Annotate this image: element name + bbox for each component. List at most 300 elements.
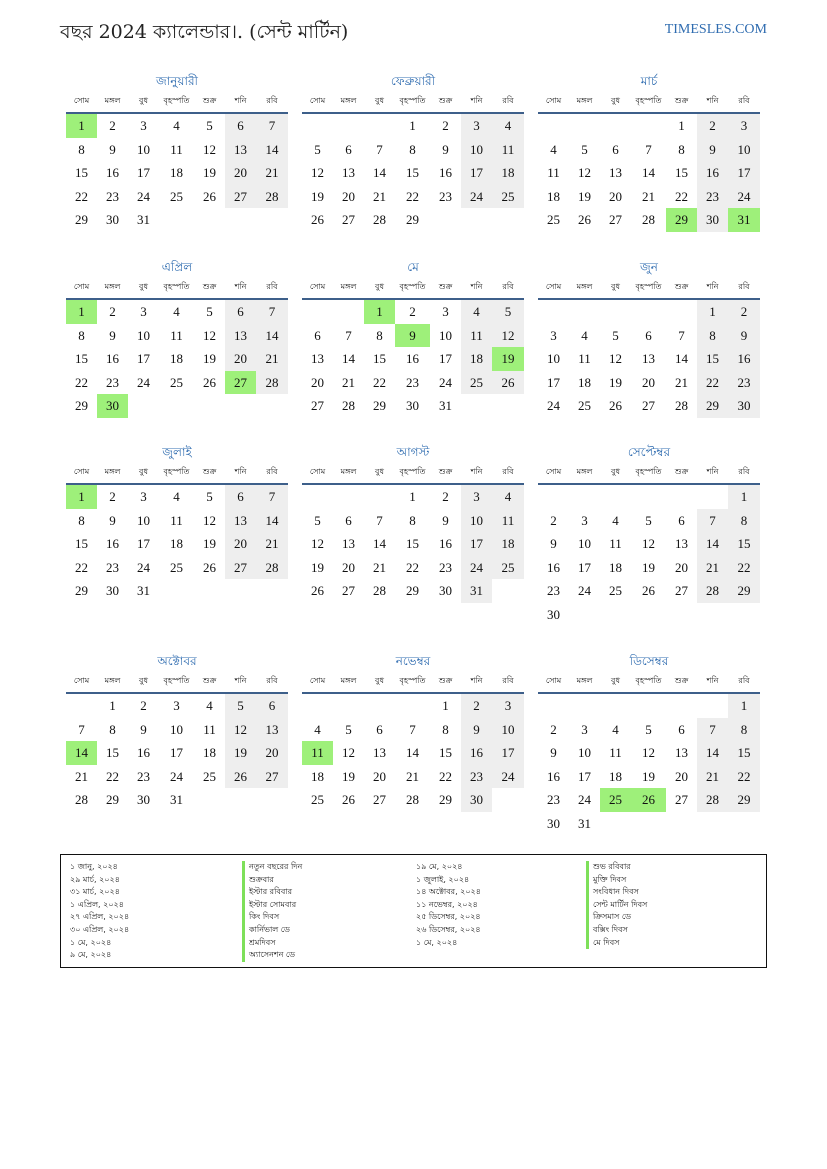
day-cell[interactable]: 8 (409, 141, 416, 157)
day-cell[interactable]: 29 (106, 792, 119, 807)
day-cell[interactable]: 21 (697, 765, 728, 789)
day-cell[interactable]: 29 (75, 583, 88, 598)
day-cell[interactable]: 29 (373, 398, 386, 413)
day-cell[interactable]: 24 (728, 185, 760, 209)
day-cell[interactable]: 10 (137, 327, 150, 343)
day-cell[interactable]: 22 (75, 374, 88, 390)
day-cell[interactable]: 4 (492, 485, 524, 509)
day-cell[interactable]: 17 (439, 351, 452, 366)
day-cell[interactable]: 5 (206, 489, 213, 504)
day-cell[interactable]: 1 (697, 300, 728, 324)
day-cell[interactable]: 30 (439, 583, 452, 598)
day-cell[interactable]: 6 (225, 300, 256, 324)
day-cell[interactable]: 2 (697, 114, 728, 138)
day-cell[interactable]: 24 (492, 765, 524, 789)
day-cell[interactable]: 29 (406, 212, 419, 227)
day-cell[interactable]: 23 (106, 374, 119, 390)
day-cell[interactable]: 12 (225, 718, 256, 742)
day-cell[interactable]: 18 (203, 745, 216, 760)
day-cell[interactable]: 7 (345, 327, 352, 343)
day-cell[interactable]: 15 (75, 351, 88, 366)
day-cell[interactable]: 12 (642, 536, 655, 551)
day-cell[interactable]: 16 (697, 161, 728, 185)
day-cell[interactable]: 28 (75, 792, 88, 807)
day-cell[interactable]: 26 (642, 583, 655, 598)
day-cell[interactable]: 30 (547, 815, 560, 831)
day-cell[interactable]: 15 (728, 741, 760, 765)
day-cell[interactable]: 13 (225, 324, 256, 348)
day-cell[interactable]: 15 (697, 347, 728, 371)
day-cell[interactable]: 12 (342, 745, 355, 760)
day-cell[interactable]: 15 (406, 165, 419, 180)
day-cell[interactable]: 4 (492, 114, 524, 138)
day-cell[interactable]: 26 (342, 792, 355, 807)
day-cell[interactable]: 4 (314, 721, 321, 737)
day-cell[interactable]: 26 (311, 583, 324, 598)
day-cell[interactable]: 29 (728, 579, 760, 603)
day-cell[interactable]: 10 (547, 351, 560, 366)
day-cell[interactable]: 27 (342, 583, 355, 598)
day-cell[interactable]: 10 (137, 512, 150, 528)
day-cell[interactable]: 22 (106, 768, 119, 784)
day-cell[interactable]: 22 (75, 188, 88, 204)
day-cell[interactable]: 27 (225, 371, 256, 395)
day-cell[interactable]: 13 (225, 138, 256, 162)
day-cell[interactable]: 23 (106, 188, 119, 204)
day-cell[interactable]: 5 (206, 118, 213, 133)
day-cell[interactable]: 9 (461, 718, 492, 742)
day-cell[interactable]: 20 (342, 188, 355, 204)
day-cell[interactable]: 8 (678, 141, 685, 157)
day-cell[interactable]: 26 (492, 371, 524, 395)
day-cell[interactable]: 11 (203, 721, 216, 737)
day-cell[interactable]: 17 (170, 745, 183, 760)
day-cell[interactable]: 9 (109, 327, 116, 343)
day-cell[interactable]: 24 (461, 185, 492, 209)
day-cell[interactable]: 8 (78, 512, 85, 528)
day-cell[interactable]: 1 (109, 698, 116, 713)
day-cell[interactable]: 14 (642, 165, 655, 180)
day-cell[interactable]: 5 (206, 304, 213, 319)
day-cell[interactable]: 20 (225, 161, 256, 185)
day-cell[interactable]: 7 (256, 114, 288, 138)
day-cell[interactable]: 28 (373, 583, 386, 598)
day-cell[interactable]: 10 (170, 721, 183, 737)
day-cell[interactable]: 21 (406, 768, 419, 784)
day-cell[interactable]: 6 (314, 327, 321, 343)
day-cell[interactable]: 2 (728, 300, 760, 324)
day-cell[interactable]: 9 (442, 512, 449, 528)
day-cell[interactable]: 7 (697, 509, 728, 533)
day-cell[interactable]: 29 (439, 792, 452, 807)
day-cell[interactable]: 20 (342, 559, 355, 575)
day-cell[interactable]: 21 (342, 374, 355, 390)
day-cell[interactable]: 20 (675, 768, 688, 784)
day-cell[interactable]: 17 (137, 165, 150, 180)
day-cell[interactable]: 30 (97, 394, 128, 418)
day-cell[interactable]: 14 (342, 351, 355, 366)
day-cell[interactable]: 20 (642, 374, 655, 390)
day-cell[interactable]: 27 (256, 765, 288, 789)
day-cell[interactable]: 18 (578, 374, 591, 390)
day-cell[interactable]: 30 (697, 208, 728, 232)
day-cell[interactable]: 27 (609, 212, 622, 227)
day-cell[interactable]: 11 (170, 327, 183, 343)
day-cell[interactable]: 11 (492, 509, 524, 533)
day-cell[interactable]: 10 (439, 327, 452, 343)
day-cell[interactable]: 15 (406, 536, 419, 551)
day-cell[interactable]: 10 (137, 141, 150, 157)
day-cell[interactable]: 19 (203, 351, 216, 366)
day-cell[interactable]: 4 (173, 489, 180, 504)
day-cell[interactable]: 1 (442, 698, 449, 713)
day-cell[interactable]: 23 (728, 371, 760, 395)
day-cell[interactable]: 13 (642, 351, 655, 366)
day-cell[interactable]: 22 (728, 765, 760, 789)
day-cell[interactable]: 21 (256, 161, 288, 185)
day-cell[interactable]: 3 (140, 118, 147, 133)
day-cell[interactable]: 21 (256, 347, 288, 371)
day-cell[interactable]: 16 (439, 165, 452, 180)
day-cell[interactable]: 22 (728, 556, 760, 580)
day-cell[interactable]: 28 (373, 212, 386, 227)
day-cell[interactable]: 28 (697, 579, 728, 603)
day-cell[interactable]: 26 (311, 212, 324, 227)
day-cell[interactable]: 31 (728, 208, 760, 232)
day-cell[interactable]: 4 (581, 327, 588, 343)
day-cell[interactable]: 24 (461, 556, 492, 580)
day-cell[interactable]: 4 (550, 141, 557, 157)
day-cell[interactable]: 3 (442, 304, 449, 319)
day-cell[interactable]: 1 (66, 485, 97, 509)
day-cell[interactable]: 3 (140, 304, 147, 319)
day-cell[interactable]: 22 (406, 559, 419, 575)
day-cell[interactable]: 17 (547, 374, 560, 390)
day-cell[interactable]: 30 (106, 583, 119, 598)
day-cell[interactable]: 28 (256, 556, 288, 580)
day-cell[interactable]: 13 (675, 536, 688, 551)
day-cell[interactable]: 1 (409, 118, 416, 133)
day-cell[interactable]: 19 (311, 188, 324, 204)
day-cell[interactable]: 28 (256, 371, 288, 395)
day-cell[interactable]: 2 (109, 304, 116, 319)
day-cell[interactable]: 17 (578, 768, 591, 784)
day-cell[interactable]: 11 (302, 741, 333, 765)
day-cell[interactable]: 15 (439, 745, 452, 760)
day-cell[interactable]: 20 (675, 559, 688, 575)
day-cell[interactable]: 14 (373, 536, 386, 551)
day-cell[interactable]: 4 (612, 512, 619, 528)
day-cell[interactable]: 29 (697, 394, 728, 418)
day-cell[interactable]: 2 (550, 512, 557, 528)
day-cell[interactable]: 9 (728, 324, 760, 348)
day-cell[interactable]: 17 (461, 161, 492, 185)
day-cell[interactable]: 4 (173, 304, 180, 319)
day-cell[interactable]: 10 (461, 138, 492, 162)
day-cell[interactable]: 16 (106, 351, 119, 366)
day-cell[interactable]: 31 (137, 583, 150, 598)
day-cell[interactable]: 19 (342, 768, 355, 784)
day-cell[interactable]: 19 (203, 165, 216, 180)
day-cell[interactable]: 8 (409, 512, 416, 528)
day-cell[interactable]: 2 (109, 118, 116, 133)
day-cell[interactable]: 18 (492, 532, 524, 556)
day-cell[interactable]: 12 (578, 165, 591, 180)
day-cell[interactable]: 6 (225, 114, 256, 138)
day-cell[interactable]: 16 (547, 559, 560, 575)
day-cell[interactable]: 23 (697, 185, 728, 209)
day-cell[interactable]: 12 (311, 536, 324, 551)
day-cell[interactable]: 1 (728, 485, 760, 509)
day-cell[interactable]: 6 (612, 141, 619, 157)
day-cell[interactable]: 4 (173, 118, 180, 133)
day-cell[interactable]: 20 (373, 768, 386, 784)
day-cell[interactable]: 8 (78, 327, 85, 343)
day-cell[interactable]: 23 (461, 765, 492, 789)
day-cell[interactable]: 22 (75, 559, 88, 575)
day-cell[interactable]: 17 (137, 351, 150, 366)
day-cell[interactable]: 1 (678, 118, 685, 133)
day-cell[interactable]: 27 (642, 398, 655, 413)
day-cell[interactable]: 2 (442, 489, 449, 504)
day-cell[interactable]: 22 (675, 188, 688, 204)
day-cell[interactable]: 14 (256, 138, 288, 162)
day-cell[interactable]: 22 (439, 768, 452, 784)
day-cell[interactable]: 3 (492, 694, 524, 718)
day-cell[interactable]: 1 (728, 694, 760, 718)
day-cell[interactable]: 26 (203, 374, 216, 390)
day-cell[interactable]: 29 (406, 583, 419, 598)
day-cell[interactable]: 19 (609, 374, 622, 390)
day-cell[interactable]: 25 (492, 556, 524, 580)
day-cell[interactable]: 8 (78, 141, 85, 157)
day-cell[interactable]: 5 (314, 141, 321, 157)
day-cell[interactable]: 9 (550, 745, 557, 760)
day-cell[interactable]: 9 (395, 324, 430, 348)
day-cell[interactable]: 16 (461, 741, 492, 765)
day-cell[interactable]: 14 (697, 741, 728, 765)
day-cell[interactable]: 9 (550, 536, 557, 551)
day-cell[interactable]: 30 (728, 394, 760, 418)
day-cell[interactable]: 19 (492, 347, 524, 371)
day-cell[interactable]: 3 (581, 512, 588, 528)
day-cell[interactable]: 14 (66, 741, 97, 765)
day-cell[interactable]: 12 (203, 327, 216, 343)
day-cell[interactable]: 8 (728, 509, 760, 533)
day-cell[interactable]: 30 (106, 212, 119, 227)
day-cell[interactable]: 18 (492, 161, 524, 185)
day-cell[interactable]: 26 (225, 765, 256, 789)
day-cell[interactable]: 27 (675, 792, 688, 807)
day-cell[interactable]: 13 (373, 745, 386, 760)
day-cell[interactable]: 14 (256, 324, 288, 348)
day-cell[interactable]: 5 (314, 512, 321, 528)
day-cell[interactable]: 28 (342, 398, 355, 413)
day-cell[interactable]: 18 (311, 768, 324, 784)
day-cell[interactable]: 27 (675, 583, 688, 598)
day-cell[interactable]: 28 (256, 185, 288, 209)
day-cell[interactable]: 16 (439, 536, 452, 551)
day-cell[interactable]: 11 (609, 536, 622, 551)
day-cell[interactable]: 20 (256, 741, 288, 765)
site-link[interactable]: TIMESLES.COM (664, 22, 767, 37)
day-cell[interactable]: 25 (600, 788, 631, 812)
day-cell[interactable]: 18 (461, 347, 492, 371)
day-cell[interactable]: 7 (697, 718, 728, 742)
day-cell[interactable]: 26 (203, 188, 216, 204)
day-cell[interactable]: 7 (256, 485, 288, 509)
day-cell[interactable]: 13 (256, 718, 288, 742)
day-cell[interactable]: 17 (137, 536, 150, 551)
day-cell[interactable]: 10 (461, 509, 492, 533)
day-cell[interactable]: 7 (409, 721, 416, 737)
day-cell[interactable]: 4 (206, 698, 213, 713)
day-cell[interactable]: 4 (612, 721, 619, 737)
day-cell[interactable]: 21 (75, 768, 88, 784)
day-cell[interactable]: 19 (578, 188, 591, 204)
day-cell[interactable]: 3 (140, 489, 147, 504)
day-cell[interactable]: 18 (170, 536, 183, 551)
day-cell[interactable]: 9 (442, 141, 449, 157)
day-cell[interactable]: 14 (256, 509, 288, 533)
day-cell[interactable]: 5 (345, 721, 352, 737)
day-cell[interactable]: 15 (675, 165, 688, 180)
day-cell[interactable]: 9 (109, 512, 116, 528)
day-cell[interactable]: 2 (442, 118, 449, 133)
day-cell[interactable]: 1 (66, 114, 97, 138)
day-cell[interactable]: 17 (578, 559, 591, 575)
day-cell[interactable]: 2 (140, 698, 147, 713)
day-cell[interactable]: 3 (461, 114, 492, 138)
day-cell[interactable]: 21 (256, 532, 288, 556)
day-cell[interactable]: 12 (311, 165, 324, 180)
day-cell[interactable]: 25 (170, 374, 183, 390)
day-cell[interactable]: 5 (645, 512, 652, 528)
day-cell[interactable]: 11 (492, 138, 524, 162)
day-cell[interactable]: 23 (547, 792, 560, 807)
day-cell[interactable]: 6 (678, 512, 685, 528)
day-cell[interactable]: 30 (406, 398, 419, 413)
day-cell[interactable]: 19 (225, 741, 256, 765)
day-cell[interactable]: 6 (345, 512, 352, 528)
day-cell[interactable]: 23 (547, 583, 560, 598)
day-cell[interactable]: 11 (578, 351, 591, 366)
day-cell[interactable]: 31 (578, 815, 591, 831)
day-cell[interactable]: 6 (645, 327, 652, 343)
day-cell[interactable]: 12 (492, 324, 524, 348)
day-cell[interactable]: 27 (225, 556, 256, 580)
day-cell[interactable]: 2 (409, 304, 416, 319)
day-cell[interactable]: 7 (376, 512, 383, 528)
day-cell[interactable]: 29 (728, 788, 760, 812)
day-cell[interactable]: 14 (697, 532, 728, 556)
day-cell[interactable]: 18 (609, 768, 622, 784)
day-cell[interactable]: 25 (492, 185, 524, 209)
day-cell[interactable]: 30 (137, 792, 150, 807)
day-cell[interactable]: 23 (406, 374, 419, 390)
day-cell[interactable]: 10 (492, 718, 524, 742)
day-cell[interactable]: 12 (203, 141, 216, 157)
day-cell[interactable]: 2 (109, 489, 116, 504)
day-cell[interactable]: 2 (461, 694, 492, 718)
day-cell[interactable]: 19 (642, 768, 655, 784)
day-cell[interactable]: 16 (137, 745, 150, 760)
day-cell[interactable]: 11 (609, 745, 622, 760)
day-cell[interactable]: 5 (225, 694, 256, 718)
day-cell[interactable]: 7 (376, 141, 383, 157)
day-cell[interactable]: 18 (609, 559, 622, 575)
day-cell[interactable]: 15 (373, 351, 386, 366)
day-cell[interactable]: 11 (461, 324, 492, 348)
day-cell[interactable]: 8 (697, 324, 728, 348)
day-cell[interactable]: 25 (609, 583, 622, 598)
day-cell[interactable]: 3 (550, 327, 557, 343)
day-cell[interactable]: 9 (109, 141, 116, 157)
day-cell[interactable]: 20 (225, 347, 256, 371)
day-cell[interactable]: 6 (225, 485, 256, 509)
day-cell[interactable]: 21 (373, 188, 386, 204)
day-cell[interactable]: 25 (170, 559, 183, 575)
day-cell[interactable]: 29 (666, 208, 697, 232)
day-cell[interactable]: 14 (675, 351, 688, 366)
day-cell[interactable]: 16 (406, 351, 419, 366)
day-cell[interactable]: 16 (106, 536, 119, 551)
day-cell[interactable]: 26 (609, 398, 622, 413)
day-cell[interactable]: 27 (225, 185, 256, 209)
day-cell[interactable]: 31 (170, 792, 183, 807)
day-cell[interactable]: 24 (137, 559, 150, 575)
day-cell[interactable]: 6 (345, 141, 352, 157)
day-cell[interactable]: 9 (697, 138, 728, 162)
day-cell[interactable]: 8 (442, 721, 449, 737)
day-cell[interactable]: 24 (137, 374, 150, 390)
day-cell[interactable]: 20 (225, 532, 256, 556)
day-cell[interactable]: 19 (311, 559, 324, 575)
day-cell[interactable]: 21 (697, 556, 728, 580)
day-cell[interactable]: 10 (728, 138, 760, 162)
day-cell[interactable]: 16 (106, 165, 119, 180)
day-cell[interactable]: 11 (170, 141, 183, 157)
day-cell[interactable]: 4 (461, 300, 492, 324)
day-cell[interactable]: 5 (612, 327, 619, 343)
day-cell[interactable]: 29 (75, 398, 88, 413)
day-cell[interactable]: 1 (409, 489, 416, 504)
day-cell[interactable]: 23 (439, 188, 452, 204)
day-cell[interactable]: 15 (75, 536, 88, 551)
day-cell[interactable]: 24 (578, 792, 591, 807)
day-cell[interactable]: 25 (203, 768, 216, 784)
day-cell[interactable]: 16 (547, 768, 560, 784)
day-cell[interactable]: 13 (675, 745, 688, 760)
day-cell[interactable]: 5 (492, 300, 524, 324)
day-cell[interactable]: 31 (439, 398, 452, 413)
day-cell[interactable]: 18 (170, 165, 183, 180)
day-cell[interactable]: 24 (170, 768, 183, 784)
day-cell[interactable]: 10 (578, 745, 591, 760)
day-cell[interactable]: 7 (645, 141, 652, 157)
day-cell[interactable]: 15 (75, 165, 88, 180)
day-cell[interactable]: 28 (642, 212, 655, 227)
day-cell[interactable]: 27 (342, 212, 355, 227)
day-cell[interactable]: 28 (406, 792, 419, 807)
day-cell[interactable]: 28 (697, 788, 728, 812)
day-cell[interactable]: 8 (728, 718, 760, 742)
day-cell[interactable]: 1 (66, 300, 97, 324)
day-cell[interactable]: 8 (376, 327, 383, 343)
day-cell[interactable]: 12 (203, 512, 216, 528)
day-cell[interactable]: 28 (675, 398, 688, 413)
day-cell[interactable]: 23 (137, 768, 150, 784)
